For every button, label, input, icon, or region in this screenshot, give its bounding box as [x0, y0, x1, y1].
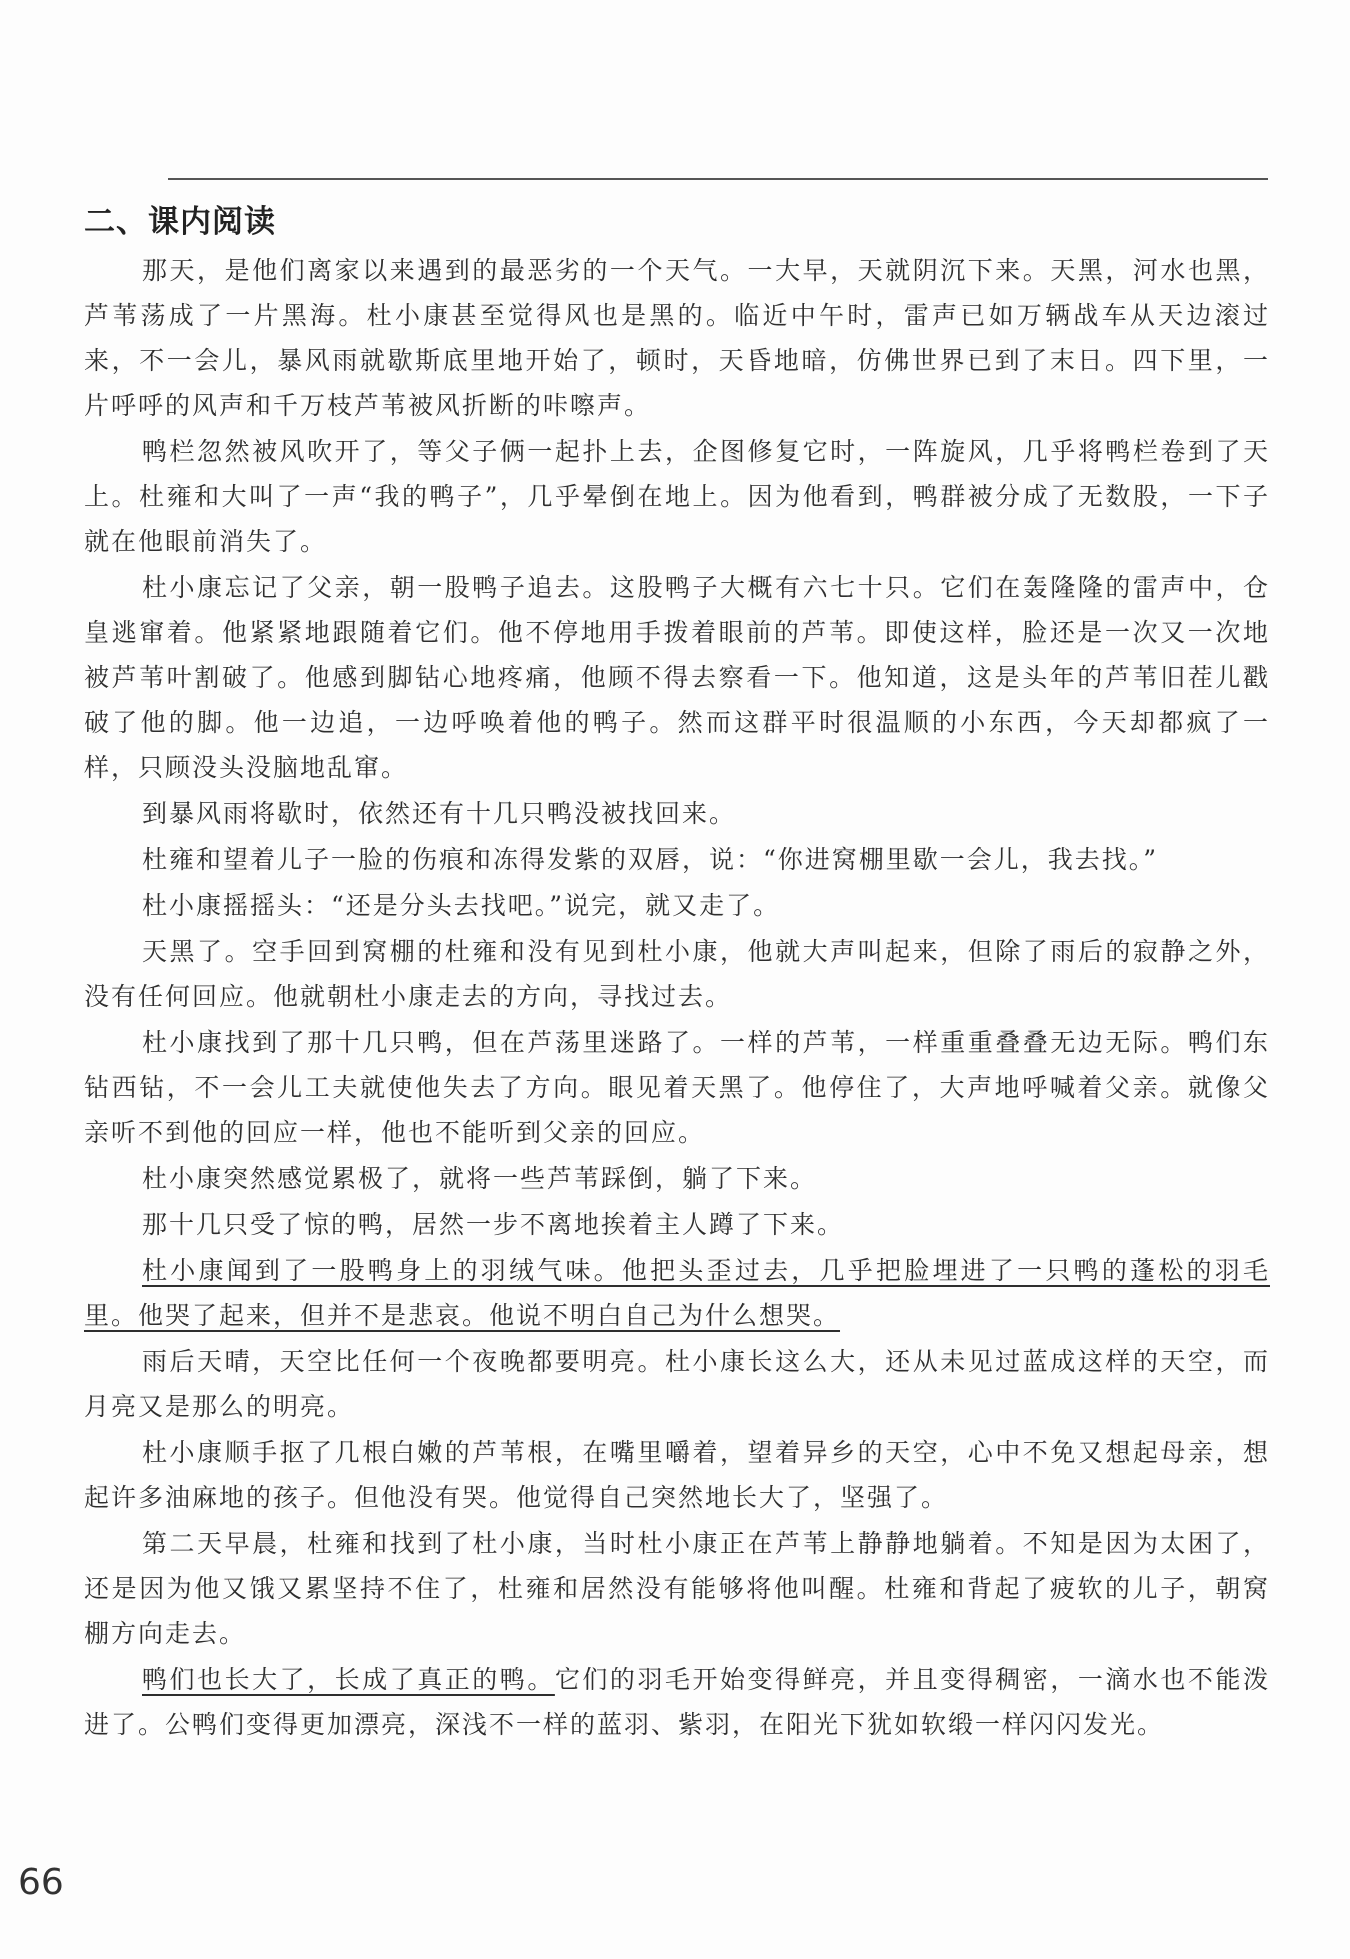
- paragraph-7: [84, 929, 1270, 1019]
- underlined-sentence: 鸭们也长大了，长成了真正的鸭。: [142, 1665, 555, 1694]
- reading-passage: [84, 248, 1270, 1748]
- paragraph-8: [84, 1020, 1270, 1155]
- top-rule-divider: [168, 178, 1268, 180]
- paragraph-6: [84, 883, 1270, 928]
- paragraph-14: [84, 1521, 1270, 1656]
- paragraph-text: 那十几只受了惊的鸭，居然一步不离地挨着主人蹲了下来。: [142, 1210, 845, 1239]
- paragraph-5: [84, 837, 1270, 882]
- paragraph-text: 到暴风雨将歇时，依然还有十几只鸭没被找回来。: [142, 799, 737, 828]
- paragraph-text: 鸭栏忽然被风吹开了，等父子俩一起扑上去，企图修复它时，一阵旋风，几乎将鸭栏卷到了天上。杜雍和大叫了一声“我的鸭子”，几乎晕倒在地上。因为他看到，鸭群被分成了无数股，一下子就在他眼前消失了。: [84, 437, 1270, 556]
- paragraph-11: [84, 1248, 1270, 1338]
- paragraph-15: [84, 1657, 1270, 1747]
- paragraph-text: 杜雍和望着儿子一脸的伤痕和冻得发紫的双唇，说：“你进窝棚里歇一会儿，我去找。”: [142, 845, 1159, 874]
- paragraph-text: 那天，是他们离家以来遇到的最恶劣的一个天气。一大早，天就阴沉下来。天黑，河水也黑，芦苇荡成了一片黑海。杜小康甚至觉得风也是黑的。临近中午时，雷声已如万辆战车从天边滚过来，不一会儿，暴风雨就歇斯底里地开始了，顿时，天昏地暗，仿佛世界已到了末日。四下里，一片呼呼的风声和千万枝芦苇被风折断的咔嚓声。: [84, 256, 1270, 420]
- paragraph-text: 杜小康顺手抠了几根白嫩的芦苇根，在嘴里嚼着，望着异乡的天空，心中不免又想起母亲，想起许多油麻地的孩子。但他没有哭。他觉得自己突然地长大了，坚强了。: [84, 1438, 1270, 1512]
- paragraph-text: 第二天早晨，杜雍和找到了杜小康，当时杜小康正在芦苇上静静地躺着。不知是因为太困了，还是因为他又饿又累坚持不住了，杜雍和居然没有能够将他叫醒。杜雍和背起了疲软的儿子，朝窝棚方向走去。: [84, 1529, 1270, 1648]
- paragraph-3: [84, 565, 1270, 790]
- section-heading: 二、课内阅读: [84, 204, 276, 240]
- paragraph-4: [84, 791, 1270, 836]
- underlined-sentence: 杜小康闻到了一股鸭身上的羽绒气味。他把头歪过去，几乎把脸埋进了一只鸭的蓬松的羽毛里。他哭了起来，但并不是悲哀。他说不明白自己为什么想哭。: [84, 1256, 1270, 1330]
- paragraph-text: 杜小康找到了那十几只鸭，但在芦荡里迷路了。一样的芦苇，一样重重叠叠无边无际。鸭们东钻西钻，不一会儿工夫就使他失去了方向。眼见着天黑了。他停住了，大声地呼喊着父亲。就像父亲听不到他的回应一样，他也不能听到父亲的回应。: [84, 1028, 1270, 1147]
- paragraph-2: [84, 429, 1270, 564]
- paragraph-12: [84, 1339, 1270, 1429]
- paragraph-13: [84, 1430, 1270, 1520]
- page-number: 66: [18, 1862, 64, 1903]
- paragraph-text: 雨后天晴，天空比任何一个夜晚都要明亮。杜小康长这么大，还从未见过蓝成这样的天空，而月亮又是那么的明亮。: [84, 1347, 1270, 1421]
- paragraph-text: 杜小康突然感觉累极了，就将一些芦苇踩倒，躺了下来。: [142, 1164, 818, 1193]
- paragraph-text: 杜小康忘记了父亲，朝一股鸭子追去。这股鸭子大概有六七十只。它们在轰隆隆的雷声中，仓皇逃窜着。他紧紧地跟随着它们。他不停地用手拨着眼前的芦苇。即使这样，脸还是一次又一次地被芦苇叶割破了。他感到脚钻心地疼痛，他顾不得去察看一下。他知道，这是头年的芦苇旧茬儿戳破了他的脚。他一边追，一边呼唤着他的鸭子。然而这群平时很温顺的小东西，今天却都疯了一样，只顾没头没脑地乱窜。: [84, 573, 1270, 782]
- paragraph-text: 它们的羽毛开始变得鲜亮，并且变得稠密，一滴水也不能泼进了。公鸭们变得更加漂亮，深浅不一样的蓝羽、紫羽，在阳光下犹如软缎一样闪闪发光。: [84, 1665, 1270, 1739]
- paragraph-9: [84, 1156, 1270, 1201]
- paragraph-1: [84, 248, 1270, 428]
- paragraph-text: 天黑了。空手回到窝棚的杜雍和没有见到杜小康，他就大声叫起来，但除了雨后的寂静之外，没有任何回应。他就朝杜小康走去的方向，寻找过去。: [84, 937, 1270, 1011]
- paragraph-10: [84, 1202, 1270, 1247]
- paragraph-text: 杜小康摇摇头：“还是分头去找吧。”说完，就又走了。: [142, 891, 781, 920]
